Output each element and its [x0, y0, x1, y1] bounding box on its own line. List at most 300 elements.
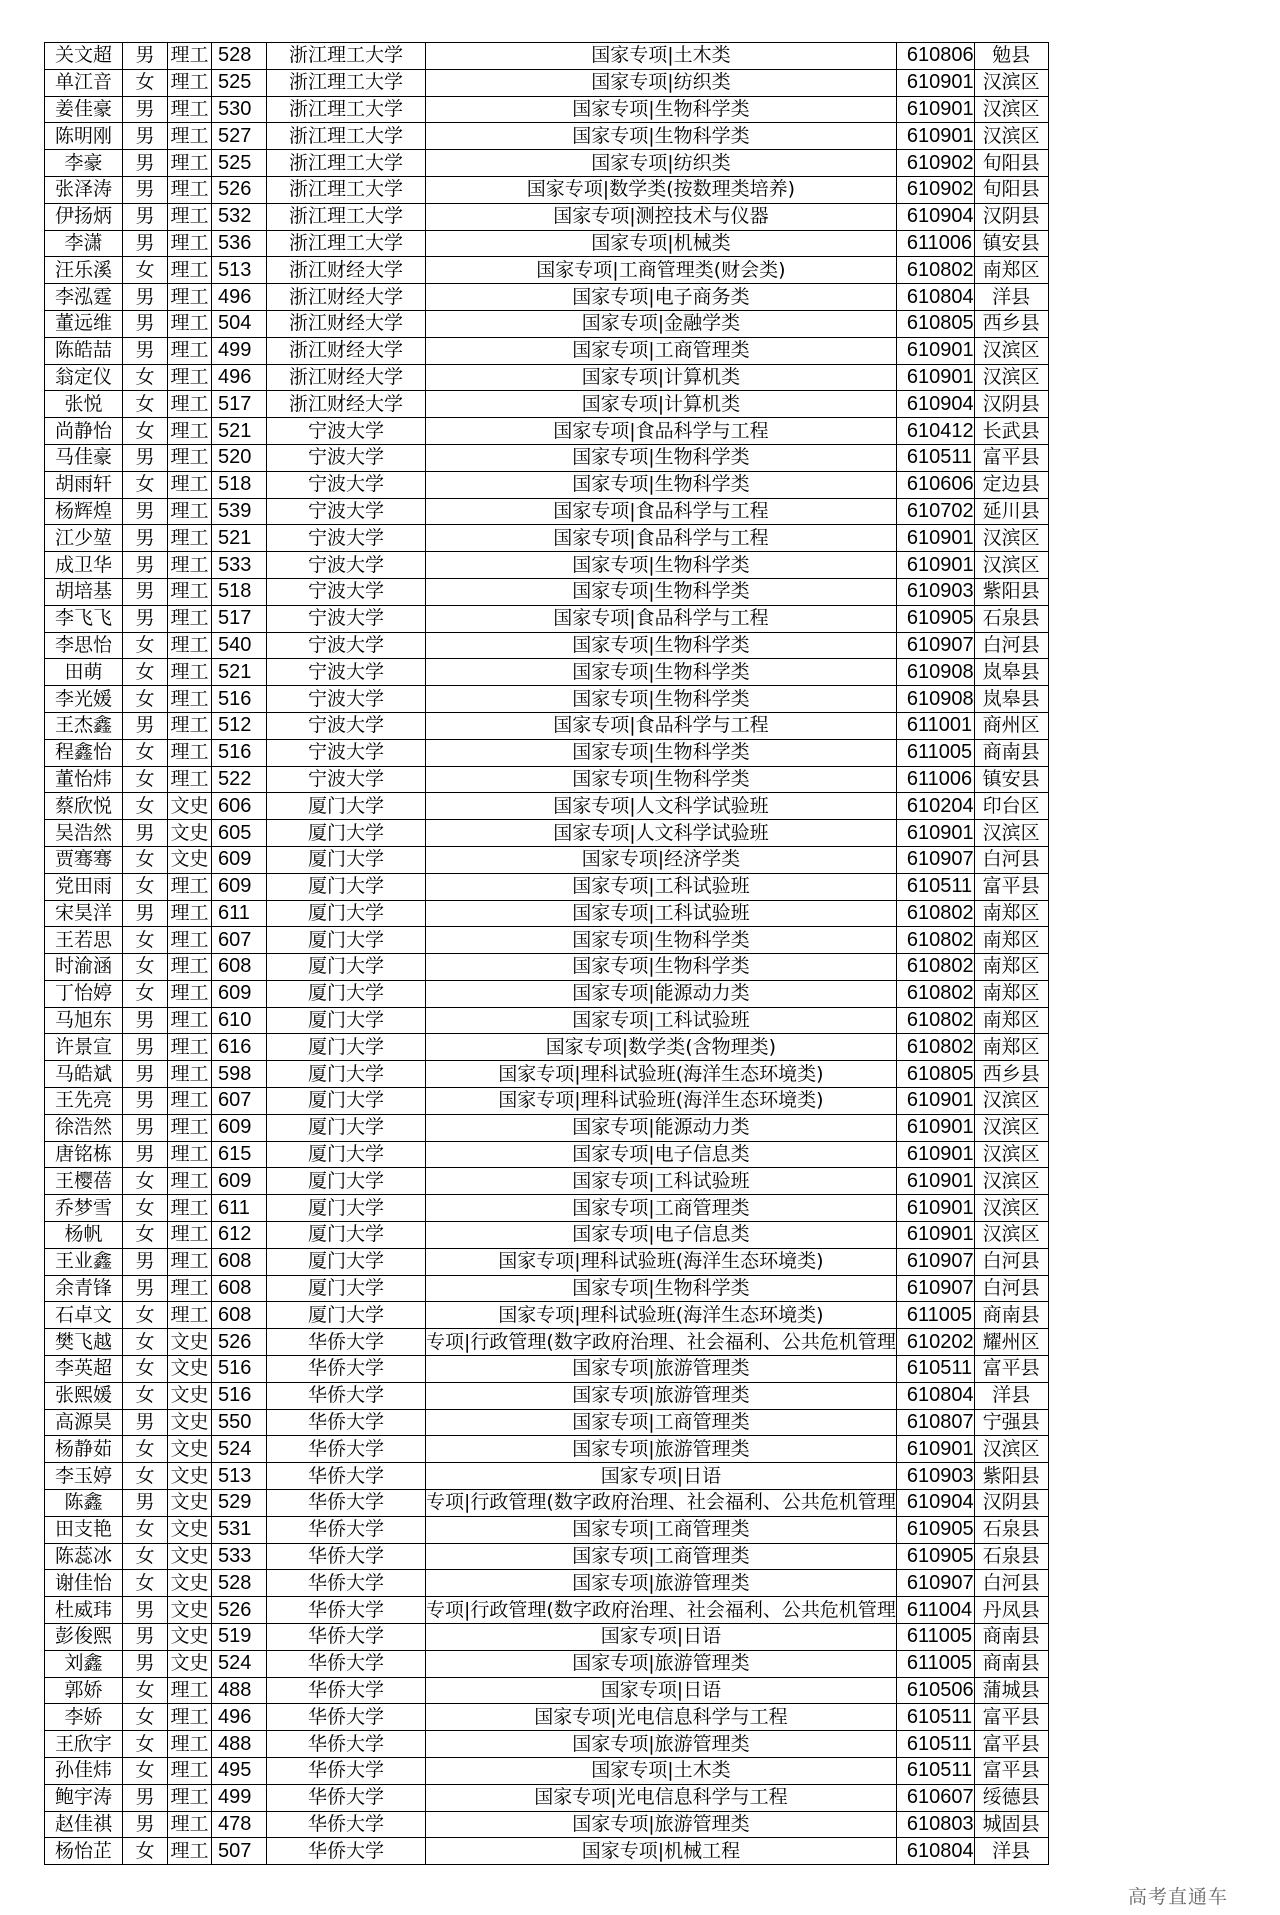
county-cell: 定边县	[974, 471, 1048, 498]
category-cell: 理工	[168, 1141, 212, 1168]
region-code-cell: 610901	[896, 525, 974, 552]
county-cell: 南郑区	[974, 257, 1048, 284]
score-cell: 530	[212, 96, 267, 123]
region-code-cell: 610511	[896, 1731, 974, 1758]
table-row	[45, 203, 1049, 230]
score-cell: 520	[212, 444, 267, 471]
name-cell: 王杰鑫	[45, 712, 123, 739]
major-cell: 国家专项|旅游管理类	[426, 1436, 897, 1463]
gender-cell: 男	[123, 1141, 168, 1168]
region-code-cell: 610901	[896, 1088, 974, 1115]
gender-cell: 男	[123, 1114, 168, 1141]
major-cell: 国家专项|工科试验班	[426, 873, 897, 900]
name-cell: 时渝涵	[45, 954, 123, 981]
university-cell: 宁波大学	[267, 712, 426, 739]
name-cell: 尚静怡	[45, 418, 123, 445]
major-cell: 国家专项|生物科学类	[426, 739, 897, 766]
region-code-cell: 610702	[896, 498, 974, 525]
university-cell: 浙江理工大学	[267, 69, 426, 96]
county-cell: 延川县	[974, 498, 1048, 525]
county-cell: 汉滨区	[974, 123, 1048, 150]
score-cell: 478	[212, 1811, 267, 1838]
table-row	[45, 1007, 1049, 1034]
category-cell: 文史	[168, 1624, 212, 1651]
county-cell: 石泉县	[974, 1516, 1048, 1543]
name-cell: 董远维	[45, 310, 123, 337]
region-code-cell: 610901	[896, 69, 974, 96]
university-cell: 厦门大学	[267, 1248, 426, 1275]
county-cell: 镇安县	[974, 230, 1048, 257]
table-row	[45, 659, 1049, 686]
category-cell: 理工	[168, 525, 212, 552]
name-cell: 石卓文	[45, 1302, 123, 1329]
university-cell: 厦门大学	[267, 820, 426, 847]
major-cell: 国家专项|人文科学试验班	[426, 820, 897, 847]
county-cell: 南郑区	[974, 954, 1048, 981]
region-code-cell: 610901	[896, 364, 974, 391]
region-code-cell: 610908	[896, 686, 974, 713]
category-cell: 理工	[168, 1677, 212, 1704]
gender-cell: 男	[123, 176, 168, 203]
category-cell: 文史	[168, 1463, 212, 1490]
gender-cell: 男	[123, 1248, 168, 1275]
university-cell: 宁波大学	[267, 578, 426, 605]
university-cell: 华侨大学	[267, 1624, 426, 1651]
region-code-cell: 610907	[896, 846, 974, 873]
score-cell: 488	[212, 1677, 267, 1704]
region-code-cell: 610902	[896, 176, 974, 203]
region-code-cell: 610805	[896, 310, 974, 337]
table-row	[45, 1248, 1049, 1275]
region-code-cell: 610607	[896, 1784, 974, 1811]
county-cell: 石泉县	[974, 605, 1048, 632]
gender-cell: 女	[123, 1463, 168, 1490]
county-cell: 南郑区	[974, 980, 1048, 1007]
table-row	[45, 1811, 1049, 1838]
score-cell: 608	[212, 1248, 267, 1275]
score-cell: 504	[212, 310, 267, 337]
score-cell: 516	[212, 739, 267, 766]
region-code-cell: 610901	[896, 1195, 974, 1222]
category-cell: 理工	[168, 739, 212, 766]
table-row	[45, 927, 1049, 954]
gender-cell: 男	[123, 552, 168, 579]
table-row	[45, 1704, 1049, 1731]
county-cell: 汉滨区	[974, 1436, 1048, 1463]
university-cell: 厦门大学	[267, 1007, 426, 1034]
county-cell: 印台区	[974, 793, 1048, 820]
university-cell: 厦门大学	[267, 980, 426, 1007]
table-row	[45, 284, 1049, 311]
gender-cell: 女	[123, 1543, 168, 1570]
category-cell: 理工	[168, 954, 212, 981]
university-cell: 浙江财经大学	[267, 284, 426, 311]
county-cell: 旬阳县	[974, 176, 1048, 203]
category-cell: 文史	[168, 1409, 212, 1436]
university-cell: 厦门大学	[267, 1088, 426, 1115]
score-cell: 540	[212, 632, 267, 659]
major-cell: 国家专项|生物科学类	[426, 927, 897, 954]
table-row	[45, 1490, 1049, 1517]
gender-cell: 女	[123, 1516, 168, 1543]
university-cell: 厦门大学	[267, 793, 426, 820]
score-cell: 608	[212, 1302, 267, 1329]
category-cell: 理工	[168, 873, 212, 900]
region-code-cell: 610907	[896, 1275, 974, 1302]
name-cell: 江少堃	[45, 525, 123, 552]
region-code-cell: 610803	[896, 1811, 974, 1838]
score-cell: 521	[212, 525, 267, 552]
major-cell: 国家专项|工商管理类	[426, 1543, 897, 1570]
gender-cell: 女	[123, 1436, 168, 1463]
table-row	[45, 364, 1049, 391]
major-cell: 国家专项|机械工程	[426, 1838, 897, 1865]
university-cell: 厦门大学	[267, 846, 426, 873]
name-cell: 李光媛	[45, 686, 123, 713]
table-row	[45, 1543, 1049, 1570]
table-row	[45, 739, 1049, 766]
university-cell: 宁波大学	[267, 525, 426, 552]
university-cell: 华侨大学	[267, 1543, 426, 1570]
table-row	[45, 123, 1049, 150]
university-cell: 宁波大学	[267, 471, 426, 498]
name-cell: 李思怡	[45, 632, 123, 659]
university-cell: 浙江理工大学	[267, 203, 426, 230]
score-cell: 513	[212, 1463, 267, 1490]
major-cell: 国家专项|数学类(含物理类)	[426, 1034, 897, 1061]
major-cell: 国家专项|工科试验班	[426, 1168, 897, 1195]
name-cell: 陈蕊冰	[45, 1543, 123, 1570]
major-cell: 国家专项|生物科学类	[426, 123, 897, 150]
university-cell: 华侨大学	[267, 1382, 426, 1409]
county-cell: 汉滨区	[974, 1195, 1048, 1222]
major-cell: 国家专项|计算机类	[426, 391, 897, 418]
category-cell: 理工	[168, 980, 212, 1007]
gender-cell: 女	[123, 1838, 168, 1865]
score-cell: 496	[212, 364, 267, 391]
table-row	[45, 1731, 1049, 1758]
county-cell: 勉县	[974, 43, 1048, 70]
county-cell: 汉滨区	[974, 1141, 1048, 1168]
category-cell: 文史	[168, 1543, 212, 1570]
category-cell: 文史	[168, 820, 212, 847]
university-cell: 浙江理工大学	[267, 43, 426, 70]
gender-cell: 男	[123, 1088, 168, 1115]
score-cell: 528	[212, 1570, 267, 1597]
major-cell: 国家专项|能源动力类	[426, 1114, 897, 1141]
score-cell: 539	[212, 498, 267, 525]
major-cell: 国家专项|机械类	[426, 230, 897, 257]
university-cell: 华侨大学	[267, 1597, 426, 1624]
name-cell: 李英超	[45, 1356, 123, 1383]
major-cell: 国家专项|食品科学与工程	[426, 712, 897, 739]
category-cell: 文史	[168, 1597, 212, 1624]
name-cell: 胡雨轩	[45, 471, 123, 498]
major-cell: 国家专项|土木类	[426, 1758, 897, 1785]
table-row	[45, 793, 1049, 820]
major-cell: 国家专项|旅游管理类	[426, 1356, 897, 1383]
table-row	[45, 1624, 1049, 1651]
region-code-cell: 610511	[896, 1758, 974, 1785]
university-cell: 厦门大学	[267, 873, 426, 900]
table-row	[45, 1838, 1049, 1865]
table-row	[45, 1597, 1049, 1624]
table-row	[45, 176, 1049, 203]
university-cell: 厦门大学	[267, 1114, 426, 1141]
county-cell: 南郑区	[974, 1034, 1048, 1061]
county-cell: 汉滨区	[974, 1088, 1048, 1115]
table-row	[45, 310, 1049, 337]
name-cell: 张悦	[45, 391, 123, 418]
score-cell: 516	[212, 1382, 267, 1409]
gender-cell: 女	[123, 632, 168, 659]
score-cell: 531	[212, 1516, 267, 1543]
major-cell: 国家专项|工商管理类	[426, 337, 897, 364]
university-cell: 厦门大学	[267, 954, 426, 981]
gender-cell: 男	[123, 123, 168, 150]
table-row	[45, 1650, 1049, 1677]
score-cell: 495	[212, 1758, 267, 1785]
score-cell: 526	[212, 176, 267, 203]
university-cell: 华侨大学	[267, 1731, 426, 1758]
region-code-cell: 610805	[896, 1061, 974, 1088]
county-cell: 岚皋县	[974, 659, 1048, 686]
name-cell: 李玉婷	[45, 1463, 123, 1490]
county-cell: 汉阴县	[974, 391, 1048, 418]
table-row	[45, 900, 1049, 927]
category-cell: 理工	[168, 900, 212, 927]
region-code-cell: 610511	[896, 1704, 974, 1731]
gender-cell: 男	[123, 1490, 168, 1517]
score-cell: 606	[212, 793, 267, 820]
name-cell: 杨帆	[45, 1222, 123, 1249]
university-cell: 厦门大学	[267, 1141, 426, 1168]
category-cell: 理工	[168, 1195, 212, 1222]
table-row	[45, 525, 1049, 552]
score-cell: 605	[212, 820, 267, 847]
gender-cell: 女	[123, 1731, 168, 1758]
category-cell: 理工	[168, 418, 212, 445]
score-cell: 512	[212, 712, 267, 739]
table-row	[45, 257, 1049, 284]
university-cell: 浙江理工大学	[267, 123, 426, 150]
county-cell: 汉滨区	[974, 69, 1048, 96]
category-cell: 文史	[168, 1356, 212, 1383]
name-cell: 关文超	[45, 43, 123, 70]
name-cell: 唐铭栋	[45, 1141, 123, 1168]
county-cell: 白河县	[974, 632, 1048, 659]
gender-cell: 女	[123, 686, 168, 713]
region-code-cell: 610901	[896, 1222, 974, 1249]
major-cell: 国家专项|理科试验班(海洋生态环境类)	[426, 1248, 897, 1275]
major-cell: 国家专项|生物科学类	[426, 659, 897, 686]
category-cell: 理工	[168, 310, 212, 337]
region-code-cell: 610901	[896, 820, 974, 847]
county-cell: 汉滨区	[974, 1222, 1048, 1249]
name-cell: 成卫华	[45, 552, 123, 579]
major-cell: 国家专项|旅游管理类	[426, 1811, 897, 1838]
table-row	[45, 1114, 1049, 1141]
gender-cell: 女	[123, 1382, 168, 1409]
table-row	[45, 1141, 1049, 1168]
region-code-cell: 610807	[896, 1409, 974, 1436]
score-cell: 607	[212, 1088, 267, 1115]
county-cell: 汉滨区	[974, 337, 1048, 364]
university-cell: 华侨大学	[267, 1436, 426, 1463]
name-cell: 李娇	[45, 1704, 123, 1731]
score-cell: 526	[212, 1329, 267, 1356]
university-cell: 华侨大学	[267, 1356, 426, 1383]
table-row	[45, 1302, 1049, 1329]
gender-cell: 女	[123, 1570, 168, 1597]
score-cell: 550	[212, 1409, 267, 1436]
table-row	[45, 578, 1049, 605]
region-code-cell: 610802	[896, 1007, 974, 1034]
county-cell: 商州区	[974, 712, 1048, 739]
table-row	[45, 498, 1049, 525]
region-code-cell: 610901	[896, 337, 974, 364]
table-row	[45, 1329, 1049, 1356]
table-row	[45, 1570, 1049, 1597]
university-cell: 宁波大学	[267, 444, 426, 471]
table-row	[45, 1195, 1049, 1222]
gender-cell: 男	[123, 1034, 168, 1061]
category-cell: 文史	[168, 1436, 212, 1463]
major-cell: 国家专项|生物科学类	[426, 578, 897, 605]
name-cell: 高源昊	[45, 1409, 123, 1436]
gender-cell: 男	[123, 284, 168, 311]
county-cell: 商南县	[974, 739, 1048, 766]
category-cell: 理工	[168, 1758, 212, 1785]
category-cell: 理工	[168, 1114, 212, 1141]
major-cell: 国家专项|电子信息类	[426, 1141, 897, 1168]
category-cell: 理工	[168, 498, 212, 525]
category-cell: 理工	[168, 578, 212, 605]
university-cell: 厦门大学	[267, 900, 426, 927]
university-cell: 华侨大学	[267, 1409, 426, 1436]
category-cell: 理工	[168, 1731, 212, 1758]
region-code-cell: 610802	[896, 927, 974, 954]
gender-cell: 女	[123, 1356, 168, 1383]
region-code-cell: 610802	[896, 1034, 974, 1061]
major-cell: 国家专项|旅游管理类	[426, 1382, 897, 1409]
score-cell: 518	[212, 578, 267, 605]
score-cell: 615	[212, 1141, 267, 1168]
name-cell: 鲍宇涛	[45, 1784, 123, 1811]
region-code-cell: 611005	[896, 739, 974, 766]
score-cell: 527	[212, 123, 267, 150]
score-cell: 516	[212, 686, 267, 713]
region-code-cell: 610904	[896, 203, 974, 230]
name-cell: 党田雨	[45, 873, 123, 900]
gender-cell: 男	[123, 1811, 168, 1838]
score-cell: 608	[212, 1275, 267, 1302]
county-cell: 蒲城县	[974, 1677, 1048, 1704]
gender-cell: 女	[123, 873, 168, 900]
table-row	[45, 1088, 1049, 1115]
major-cell: 国家专项|人文科学试验班	[426, 793, 897, 820]
category-cell: 理工	[168, 43, 212, 70]
major-cell: 国家专项|日语	[426, 1677, 897, 1704]
county-cell: 汉阴县	[974, 1490, 1048, 1517]
major-cell: 国家专项|工科试验班	[426, 1007, 897, 1034]
county-cell: 紫阳县	[974, 578, 1048, 605]
region-code-cell: 610901	[896, 96, 974, 123]
name-cell: 陈鑫	[45, 1490, 123, 1517]
table-row	[45, 820, 1049, 847]
table-row	[45, 1061, 1049, 1088]
county-cell: 汉滨区	[974, 552, 1048, 579]
score-cell: 598	[212, 1061, 267, 1088]
score-cell: 612	[212, 1222, 267, 1249]
admission-table	[44, 42, 1049, 1865]
category-cell: 理工	[168, 444, 212, 471]
gender-cell: 女	[123, 69, 168, 96]
region-code-cell: 610802	[896, 257, 974, 284]
score-cell: 611	[212, 900, 267, 927]
gender-cell: 女	[123, 1704, 168, 1731]
score-cell: 529	[212, 1490, 267, 1517]
table-row	[45, 1677, 1049, 1704]
table-row	[45, 1758, 1049, 1785]
university-cell: 厦门大学	[267, 1275, 426, 1302]
name-cell: 翁定仪	[45, 364, 123, 391]
county-cell: 汉阴县	[974, 203, 1048, 230]
name-cell: 胡培基	[45, 578, 123, 605]
name-cell: 谢佳怡	[45, 1570, 123, 1597]
university-cell: 浙江理工大学	[267, 176, 426, 203]
major-cell: 国家专项|电子信息类	[426, 1222, 897, 1249]
county-cell: 汉滨区	[974, 1168, 1048, 1195]
table-row	[45, 230, 1049, 257]
university-cell: 宁波大学	[267, 686, 426, 713]
county-cell: 岚皋县	[974, 686, 1048, 713]
major-cell: 国家专项|土木类	[426, 43, 897, 70]
gender-cell: 女	[123, 793, 168, 820]
region-code-cell: 610901	[896, 1114, 974, 1141]
gender-cell: 女	[123, 1677, 168, 1704]
major-cell: 国家专项|生物科学类	[426, 444, 897, 471]
score-cell: 499	[212, 337, 267, 364]
score-cell: 528	[212, 43, 267, 70]
university-cell: 厦门大学	[267, 1195, 426, 1222]
gender-cell: 男	[123, 203, 168, 230]
gender-cell: 男	[123, 1650, 168, 1677]
gender-cell: 女	[123, 1168, 168, 1195]
major-cell: 国家专项|日语	[426, 1463, 897, 1490]
score-cell: 525	[212, 69, 267, 96]
name-cell: 赵佳祺	[45, 1811, 123, 1838]
county-cell: 洋县	[974, 1382, 1048, 1409]
name-cell: 杨静茹	[45, 1436, 123, 1463]
county-cell: 汉滨区	[974, 96, 1048, 123]
county-cell: 商南县	[974, 1302, 1048, 1329]
major-cell: 国家专项|经济学类	[426, 846, 897, 873]
university-cell: 华侨大学	[267, 1516, 426, 1543]
name-cell: 田萌	[45, 659, 123, 686]
county-cell: 南郑区	[974, 900, 1048, 927]
gender-cell: 男	[123, 1007, 168, 1034]
major-cell: 国家专项|电子商务类	[426, 284, 897, 311]
region-code-cell: 611005	[896, 1624, 974, 1651]
county-cell: 白河县	[974, 846, 1048, 873]
university-cell: 宁波大学	[267, 659, 426, 686]
table-row	[45, 69, 1049, 96]
region-code-cell: 610905	[896, 605, 974, 632]
gender-cell: 女	[123, 1758, 168, 1785]
category-cell: 理工	[168, 712, 212, 739]
score-cell: 524	[212, 1436, 267, 1463]
